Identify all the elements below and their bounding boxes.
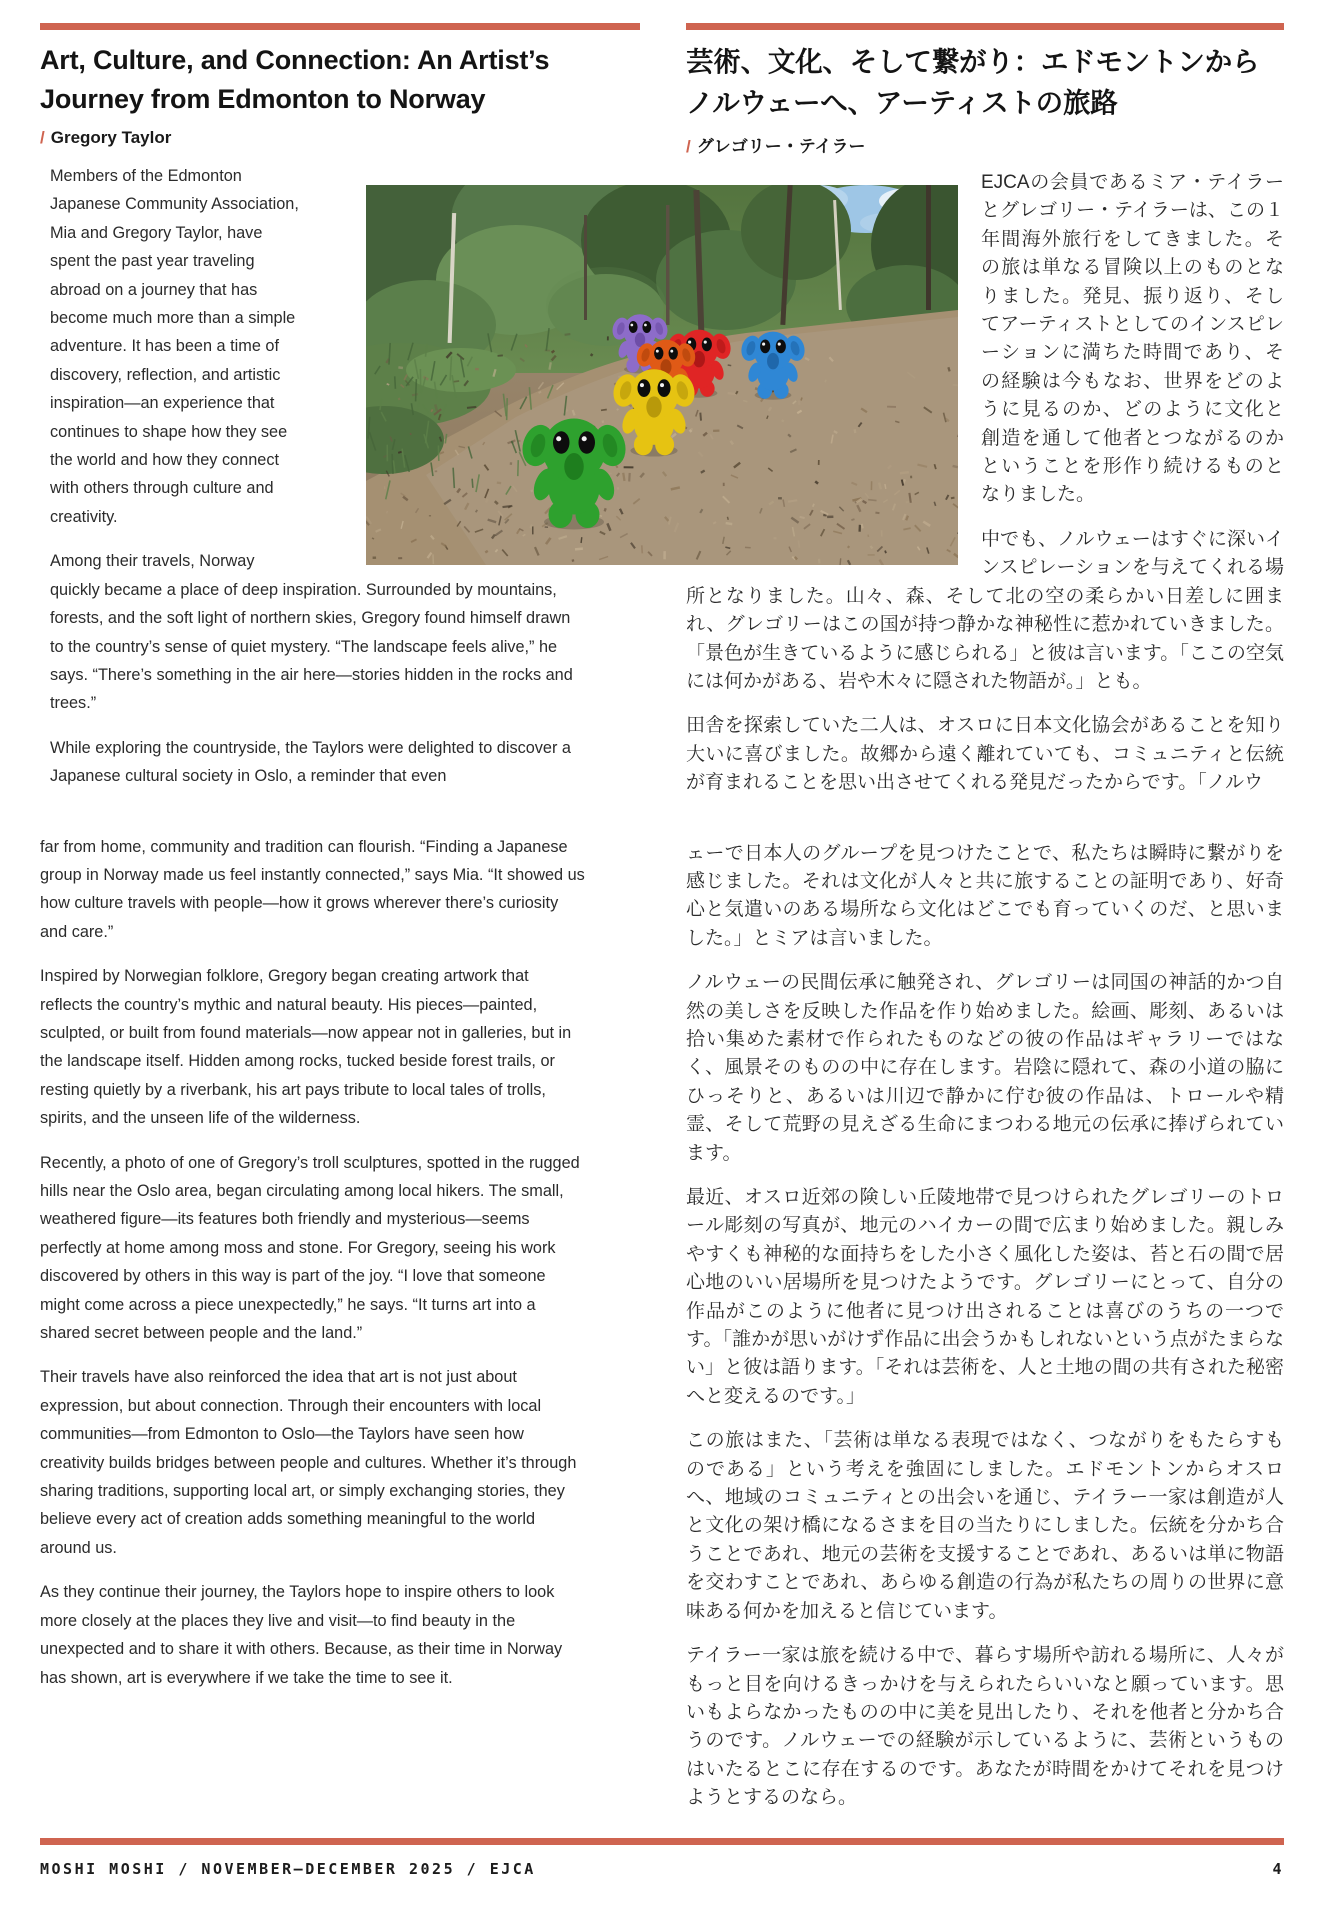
paragraph: 田舎を探索していた二人は、オスロに日本文化協会があることを知り大いに喜びました。故郷から遠く離れていても、コミュニティと伝統が育まれることを思い出させてくれる発見だったからです。「ノルウ xyxy=(686,715,1284,794)
paragraph: Inspired by Norwegian folklore, Gregory began creating artwork that reflects the country’s mythic and natural beauty. His pieces—painted, sculpted, or built from found materials—now appear not in galleries, but in the landscape itself. Hidden among rocks, tucked beside forest trails, or resting quietly by a riverbank, his art pays tribute to local tales of trolls, spirits, and the unseen life of the wilderness. xyxy=(40,967,572,1128)
paragraph: As they continue their journey, the Taylors hope to inspire others to look more closely at the places they live and visit—to find beauty in the unexpected and to share it with others. Because, as their time in Norway has shown, art is everywhere if we take the time to see it. xyxy=(40,1583,563,1687)
footer-publication-text: MOSHI MOSHI / NOVEMBER–DECEMBER 2025 / EJCA xyxy=(40,1860,536,1878)
paragraph: While exploring the countryside, the Taylors were delighted to discover a Japanese cultural society in Oslo, a reminder that even xyxy=(50,738,571,786)
paragraph: 中でも、ノルウェーはすぐに深いインスピレーションを与えてくれる場所となりました。山々、森、そして北の空の柔らかい日差しに囲まれ、グレゴリーはこの国が持つ静かな神秘性に惹かれていきました。「景色が生きているように感じられる」と彼は言います。「ここの空気には何かがある、岩や木々に隠された物語が。」とも。 xyxy=(686,528,1284,692)
byline-en xyxy=(40,128,640,148)
paragraph: この旅はまた、「芸術は単なる表現ではなく、つながりをもたらすものである」という考えを強固にしました。エドモントンからオスロへ、地域のコミュニティとの出会いを通じ、テイラー一家は創造が人と文化の架け橋になるさまを目の当たりにしました。伝統を分かち合うことであれ、地元の芸術を支援することであれ、あるいは単に物語を交わすことであれ、あらゆる創造の行為が私たちの周りの世界に意味ある何かを加えると信じています。 xyxy=(686,1430,1284,1622)
byline-slash-icon: / xyxy=(40,128,45,147)
paragraph: Recently, a photo of one of Gregory’s troll sculptures, spotted in the rugged hills near the Oslo area, began circulating among local hikers. The small, weathered figure—its features both friendly and mysterious—seems perfectly at home among moss and stone. For Gregory, seeing his work discovered by others in this way is part of the joy. “I love that someone might come across a piece unexpectedly,” he says. “It turns art into a shared secret between people and the land.” xyxy=(40,1153,580,1343)
paragraph: Members of the Edmonton Japanese Community Association, Mia and Gregory Taylor, have spent the past year traveling abroad on a journey that has become much more than a simple adventure. It has been a time of discovery, reflection, and artistic inspiration—an experience that continues to shape how they see the world and how they connect with others through culture and creativity. xyxy=(50,167,299,526)
paragraph: 最近、オスロ近郊の険しい丘陵地帯で見つけられたグレゴリーのトロール彫刻の写真が、地元のハイカーの間で広まり始めました。親しみやすくも神秘的な面持ちをした小さく風化した姿は、苔と石の間で居心地のいい居場所を見つけたようです。グレゴリーにとって、自分の作品がこのように他者に見つけ出されることは喜びのうちの一つです。「誰かが思いがけず作品に出会うかもしれないという点がたまらない」と彼は語ります。「それは芸術を、人と土地の間の共有された秘密へと変えるのです。」 xyxy=(686,1187,1284,1407)
article-title-en: Art, Culture, and Connection: An Artist’s Journey from Edmonton to Norway xyxy=(40,45,550,114)
article-photo xyxy=(366,185,958,565)
footer-page-number: 4 xyxy=(1272,1860,1284,1878)
paragraph: far from home, community and tradition can flourish. “Finding a Japanese group in Norway made us feel instantly connected,” says Mia. “It showed us how culture travels with people—how it grows wherever there’s curiosity and care.” xyxy=(40,837,585,941)
accent-rule-top-right xyxy=(686,23,1284,30)
paragraph: Among their travels, Norway quickly became a place of deep inspiration. Surrounded by mountains, forests, and the soft light of northern skies, Gregory found himself drawn to the country’s sense of quiet mystery. “The landscape feels alive,” he says. “There’s something in the air here—stories hidden in the rocks and trees.” xyxy=(50,552,573,713)
footer xyxy=(40,1860,1284,1878)
paragraph: テイラー一家は旅を続ける中で、暮らす場所や訪れる場所に、人々がもっと目を向けるきっかけを与えられたらいいなと願っています。思いもよらなかったものの中に美を見出したり、それを他者と分かち合うのです。ノルウェーでの経験が示しているように、芸術というものはいたるとこに存在するのです。あなたが時間をかけてそれを見つけようとするのなら。 xyxy=(686,1645,1284,1809)
byline-author-en: Gregory Taylor xyxy=(50,128,172,147)
accent-rule-top-left xyxy=(40,23,640,30)
paragraph: EJCAの会員であるミア・テイラーとグレゴリー・テイラーは、この１年間海外旅行をしてきました。その旅は単なる冒険以上のものとなりました。発見、振り返り、そしてアーティストとしてのインスピレーションに満ちた時間であり、その経験は今もなお、世界をどのように見るのか、どのように文化と創造を通して他者とつながるのかということを形作り続けるものとなりました。 xyxy=(981,172,1284,506)
paragraph: ェーで日本人のグループを見つけたことで、私たちは瞬時に繋がりを感じました。それは文化が人々と共に旅することの証明であり、好奇心と気遣いのある場所なら文化はどこでも育っていくのだ、と思いました。」とミアは言いました。 xyxy=(686,842,1284,949)
forest-trail-trolls-photo xyxy=(366,185,958,565)
byline-author-ja: グレゴリー・テイラー xyxy=(696,137,866,156)
byline-slash-icon: / xyxy=(686,137,691,156)
accent-rule-footer xyxy=(40,1838,1284,1845)
paragraph: ノルウェーの民間伝承に触発され、グレゴリーは同国の神話的かつ自然の美しさを反映した作品を作り始めました。絵画、彫刻、あるいは拾い集めた素材で作られたものなどの彼の作品はギャラリーではなく、風景そのものの中に存在します。岩陰に隠れて、森の小道の脇にひっそりと、あるいは川辺で静かに佇む彼の作品は、トロールや精霊、そして荒野の見えざる生命にまつわる地元の伝承に捧げられています。 xyxy=(686,972,1284,1164)
article-title-ja: 芸術、文化、そして繋がり：エドモントンからノルウェーへ、アーティストの旅路 xyxy=(686,46,1260,118)
byline-ja xyxy=(686,132,1284,157)
paragraph: Their travels have also reinforced the idea that art is not just about expression, but about connection. Through their encounters with local communities—from Edmonton to Oslo—the Taylors have seen how creativity builds bridges between people and cultures. Whether it’s through sharing traditions, supporting local art, or simply exchanging stories, they believe every act of creation adds something meaningful to the world around us. xyxy=(40,1368,577,1557)
